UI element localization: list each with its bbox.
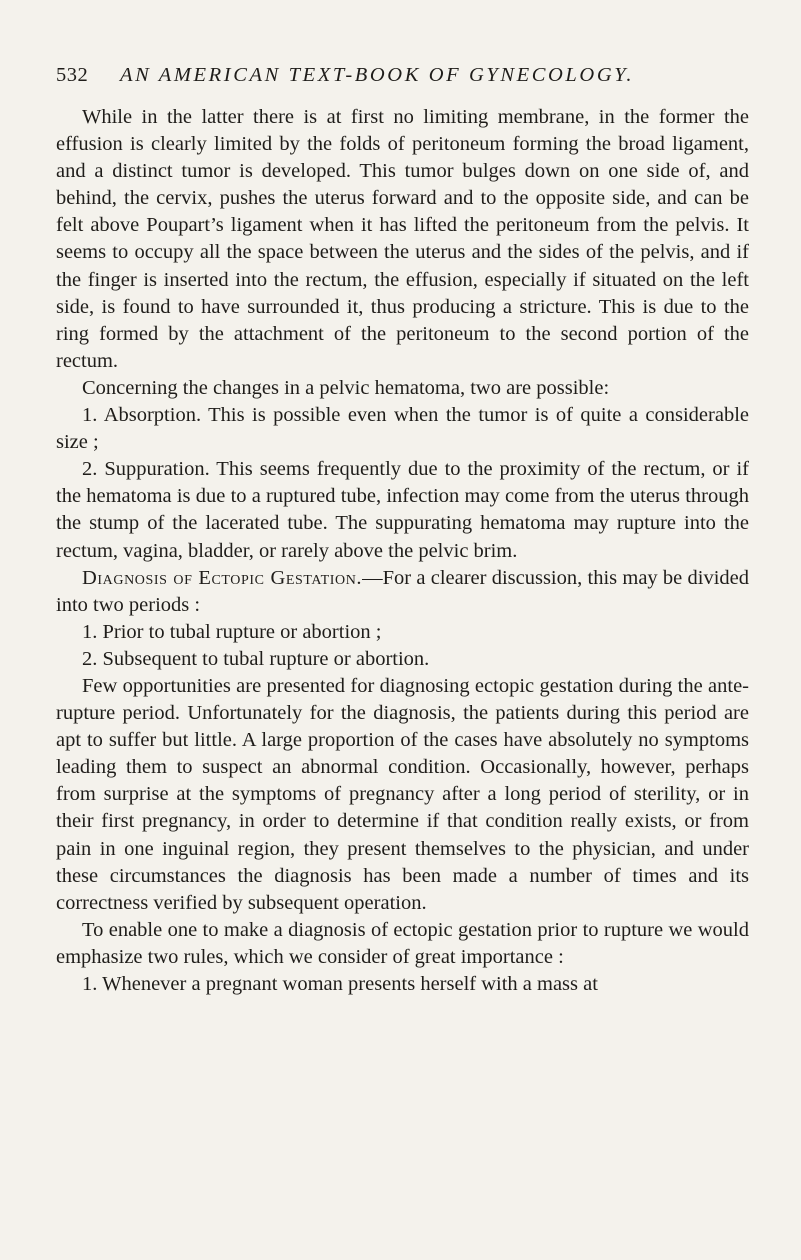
paragraph-effusion: While in the latter there is at first no limiting membrane, in the former the effusion is clearly limited by the folds of peritoneum forming the broad ligament, and a distinct tumor is developed. This tumor bulges down on one side of, and behind, the cervix, pushes the uterus forward and to the opposite side, and can be felt above Poupart’s ligament when it has lifted the peritoneum from the pelvis. It seems to occupy all the space between the uterus and the sides of the pelvis, and if the finger is inserted into the rectum, the effusion, especially if situated on the left side, is found to have surrounded it, thus producing a stricture. This is due to the ring formed by the attachment of the peritoneum to the second portion of the rectum. bbox=[56, 106, 749, 372]
paragraph-opportunities: Few opportunities are presented for diagnosing ectopic gestation during the ante-rupture period. Unfortunately for the diagnosis, the patients during this period are apt to suffer but little. A large proportion of the cases have absolutely no symptoms leading them to suspect an abnormal condition. Occasionally, however, perhaps from surprise at the symptoms of pregnancy after a long period of sterility, or in their first pregnancy, in order to determine if that condition really exists, or from pain in one inguinal region, they present themselves to the physician, and under these circumstances the diagnosis has been made a number of times and its correctness verified by subsequent operation. bbox=[56, 674, 749, 914]
page-number: 532 bbox=[56, 64, 89, 86]
paragraph-period-one: 1. Prior to tubal rupture or abortion ; bbox=[82, 620, 382, 643]
paragraph-absorption: 1. Absorption. This is possible even when the tumor is of quite a considerable size ; bbox=[56, 404, 749, 454]
running-title: AN AMERICAN TEXT-BOOK OF GYNECOLOGY. bbox=[120, 64, 635, 86]
running-head bbox=[56, 64, 749, 94]
paragraph-diagnosis bbox=[56, 565, 749, 619]
paragraph-rules: To enable one to make a diagnosis of ectopic gestation prior to rupture we would emphasize two rules, which we consider of great importance : bbox=[56, 918, 749, 968]
section-heading: Diagnosis of Ectopic Gestation. bbox=[82, 566, 363, 589]
paragraph-changes: Concerning the changes in a pelvic hematoma, two are possible: bbox=[82, 376, 610, 399]
paragraph-period-two: 2. Subsequent to tubal rupture or abortion. bbox=[82, 647, 430, 670]
body-text bbox=[56, 104, 749, 998]
section-heading-text: —For a clearer discussion, this may be divided into two periods : bbox=[56, 566, 750, 616]
paragraph-rule-one: 1. Whenever a pregnant woman presents herself with a mass at bbox=[82, 973, 598, 995]
paragraph-suppuration: 2. Suppuration. This seems frequently due to the proximity of the rectum, or if the hematoma is due to a ruptured tube, infection may come from the uterus through the stump of the lacerated tube. The suppurating hematoma may rupture into the rectum, vagina, bladder, or rarely above the pelvic brim. bbox=[56, 458, 749, 562]
